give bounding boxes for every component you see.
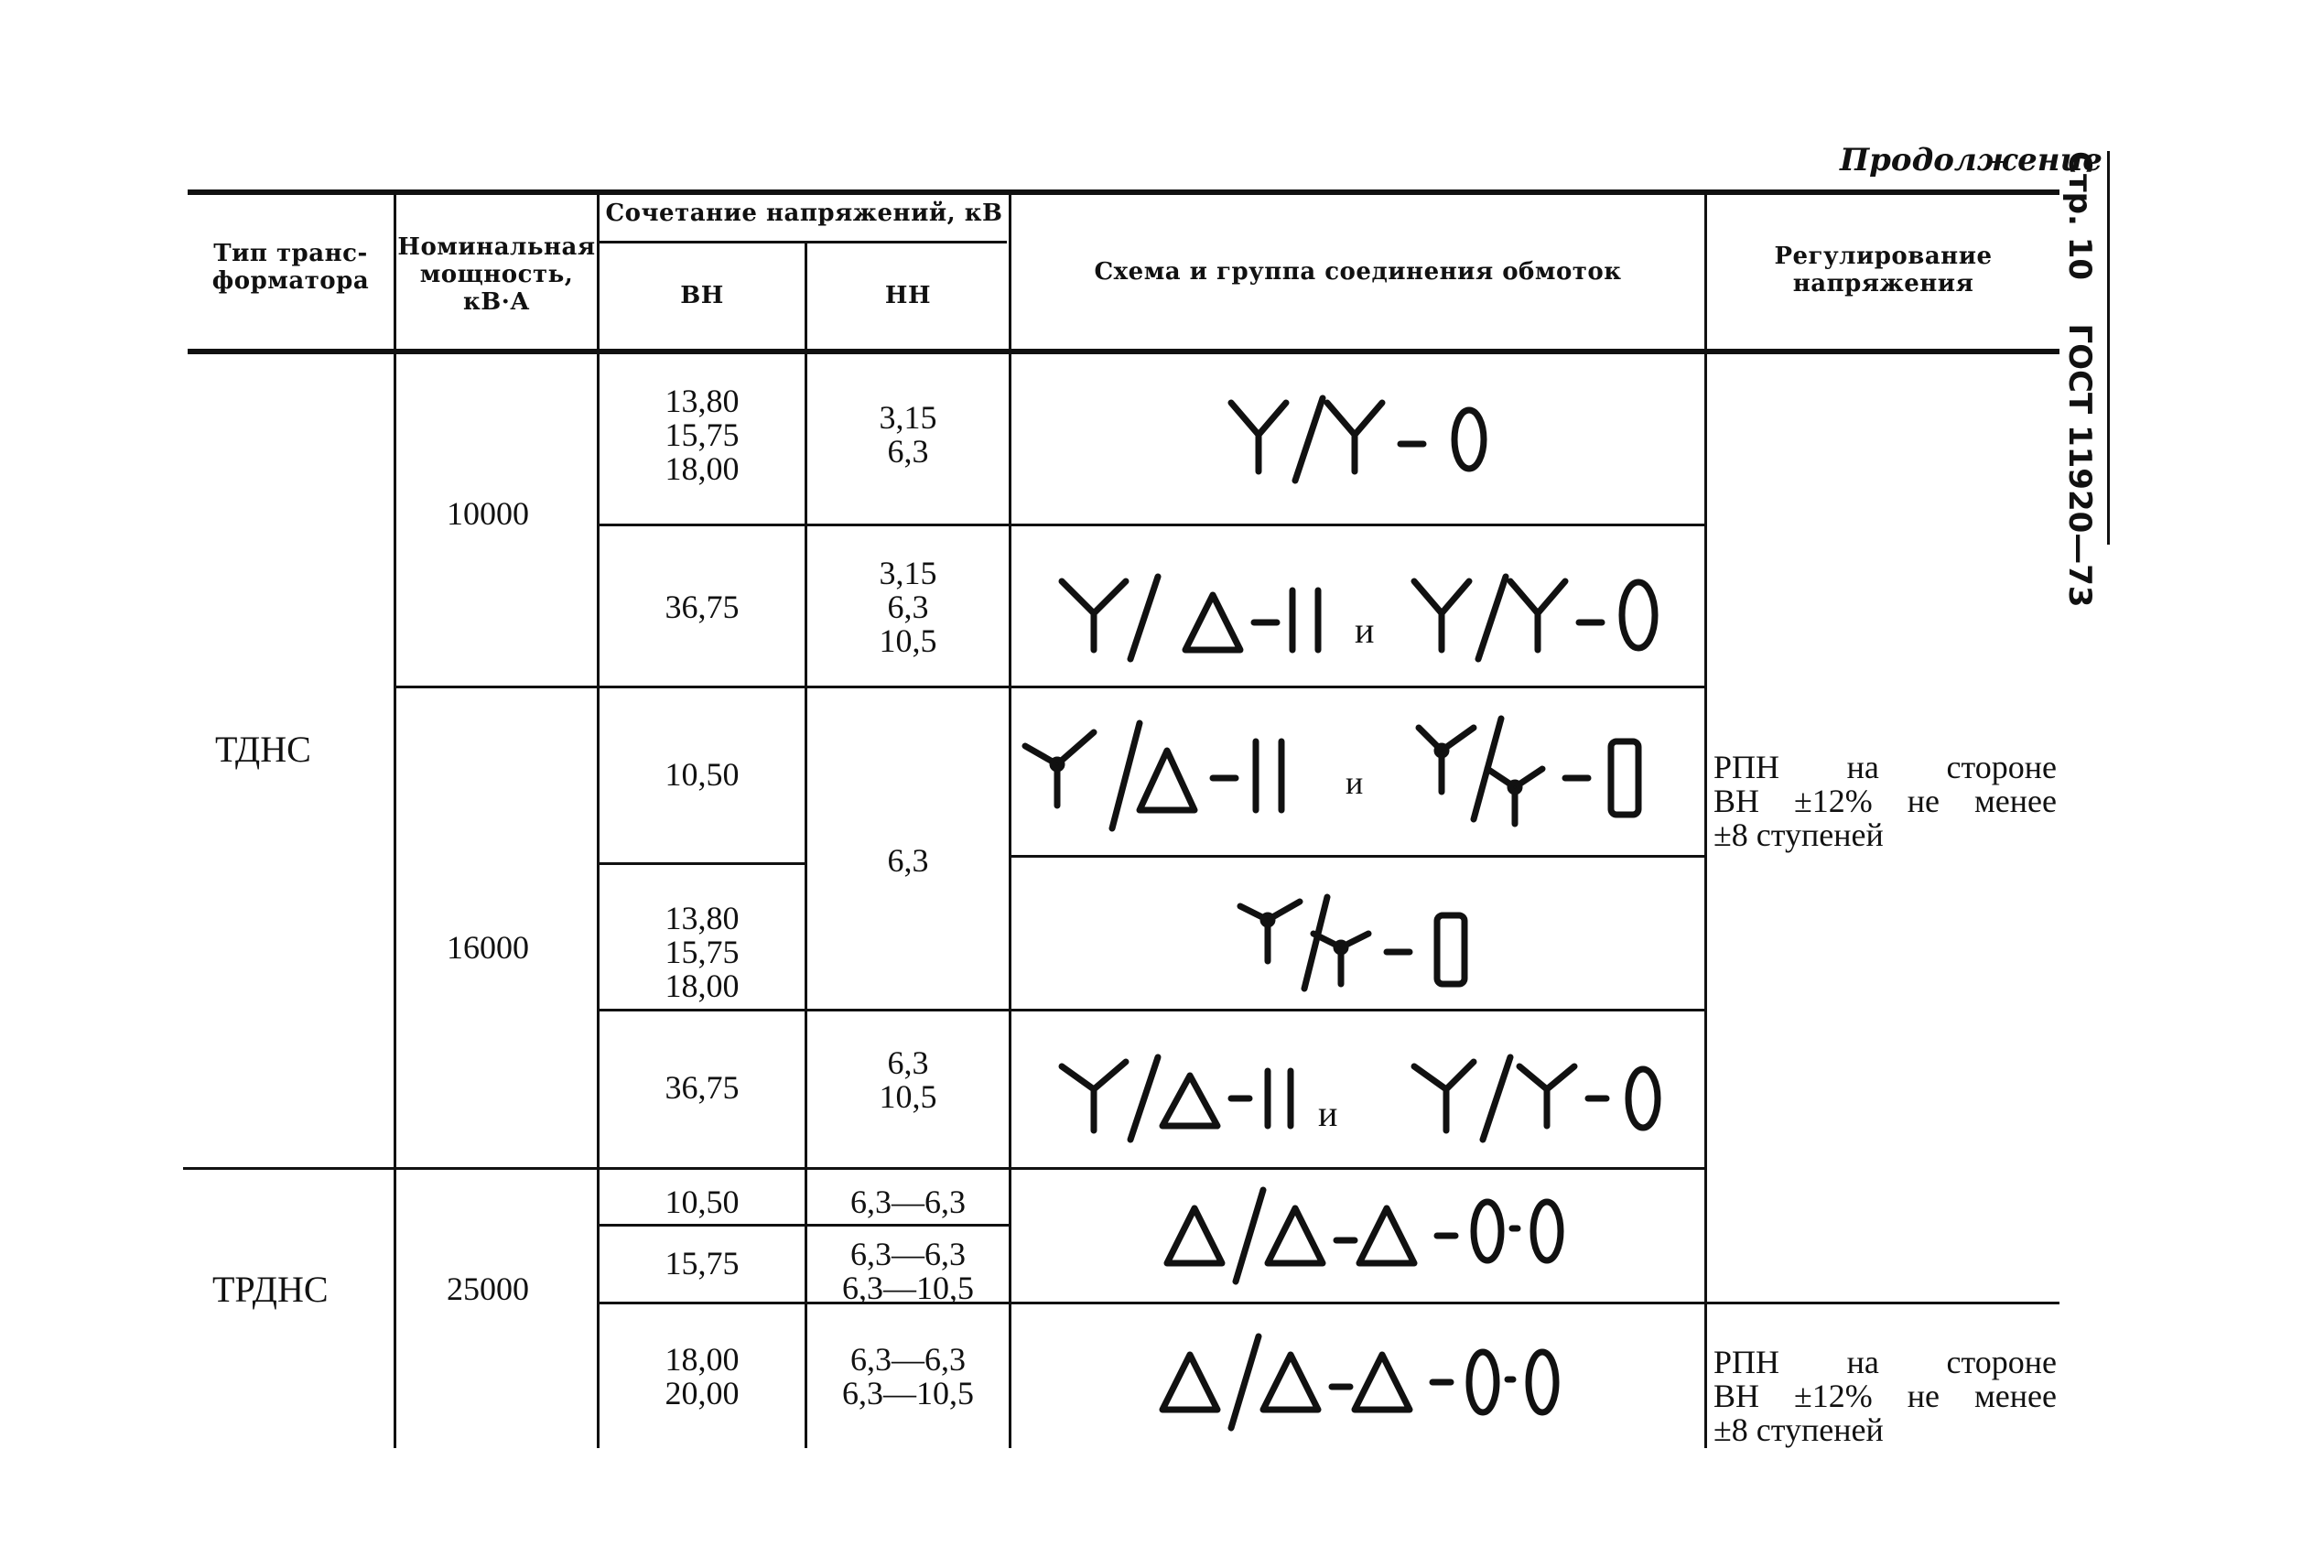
and-word: и xyxy=(1355,610,1375,651)
hv-cell: 15,75 xyxy=(665,1245,740,1281)
header-regulation: Регулирование напряжения xyxy=(1774,243,1993,297)
lv-cell: 6,3—6,3 6,3—10,5 xyxy=(842,1341,974,1411)
scheme-row-8 xyxy=(1149,1327,1588,1441)
row-rule xyxy=(600,1224,1009,1227)
hv-cell: 13,80 15,75 18,00 xyxy=(665,383,740,487)
row-rule xyxy=(395,686,1704,688)
col-rule-4 xyxy=(1009,192,1011,1448)
voltage-header-rule xyxy=(600,241,1007,243)
side-rule xyxy=(2107,151,2110,545)
header-bottom-rule xyxy=(188,349,2059,354)
slash xyxy=(1295,398,1323,481)
hv-cell: 13,80 15,75 18,00 xyxy=(665,900,740,1004)
hv-cell: 10,50 xyxy=(665,1184,740,1220)
and-word: и xyxy=(1346,764,1364,801)
zero xyxy=(1454,410,1484,469)
header-voltage-group: Сочетание напряжений, кВ xyxy=(605,200,1003,227)
row-rule xyxy=(600,1009,1704,1011)
page-number: Стр. 10 xyxy=(2061,151,2098,281)
lv-cell: 3,15 6,3 10,5 xyxy=(879,555,937,659)
table-top-rule xyxy=(188,189,2059,195)
side-label xyxy=(2061,151,2098,608)
header-scheme: Схема и группа соединения обмоток xyxy=(1094,258,1622,286)
row-rule xyxy=(1011,855,1704,858)
hv-cell: 18,00 20,00 xyxy=(665,1341,740,1411)
lv-cell: 6,3 10,5 xyxy=(879,1044,937,1115)
regulation-cell: РПН на стороне ВН ±12% не менее ±8 ступеней xyxy=(1713,1344,2057,1448)
power-cell: 16000 xyxy=(447,929,529,966)
row-rule xyxy=(600,862,805,865)
header-lv: НН xyxy=(884,282,932,309)
col-rule-1 xyxy=(394,192,396,1448)
hv-cell: 36,75 xyxy=(665,589,740,625)
regulation-cell: РПН на стороне ВН ±12% не менее ±8 ступеней xyxy=(1713,749,2057,853)
col-rule-5 xyxy=(1704,192,1707,1448)
power-cell: 25000 xyxy=(447,1271,529,1307)
row-rule xyxy=(600,524,1704,526)
header-hv: ВН xyxy=(680,282,724,309)
lv-cell: 3,15 6,3 xyxy=(879,399,937,470)
header-power: Номинальная мощность, кВ·А xyxy=(397,233,596,316)
scheme-row-6 xyxy=(1153,1181,1593,1294)
hv-cell: 36,75 xyxy=(665,1069,740,1106)
scheme-row-1 xyxy=(1217,394,1519,489)
power-cell: 10000 xyxy=(447,495,529,532)
row-rule xyxy=(1011,1302,2059,1304)
scheme-row-3 xyxy=(1016,719,1693,841)
hv-cell: 10,50 xyxy=(665,756,740,793)
star-symbol xyxy=(1231,403,1286,471)
scheme-row-5 xyxy=(1053,1048,1675,1152)
scheme-row-2 xyxy=(1053,568,1675,672)
type-cell: ТРДНС xyxy=(212,1269,329,1310)
type-cell: ТДНС xyxy=(215,729,311,770)
lv-cell: 6,3 xyxy=(887,842,929,879)
lv-cell: 6,3—6,3 xyxy=(850,1184,966,1220)
star-symbol xyxy=(1327,403,1382,471)
scheme-row-4 xyxy=(1227,892,1538,997)
row-rule xyxy=(183,1167,1704,1170)
and-word: и xyxy=(1318,1093,1338,1134)
header-type: Тип транс- форматора xyxy=(211,240,370,295)
lv-cell: 6,3—6,3 6,3—10,5 xyxy=(842,1236,974,1306)
standard-number: ГОСТ 11920—73 xyxy=(2061,323,2098,608)
continuation-label: Продолжение xyxy=(1840,142,2102,178)
